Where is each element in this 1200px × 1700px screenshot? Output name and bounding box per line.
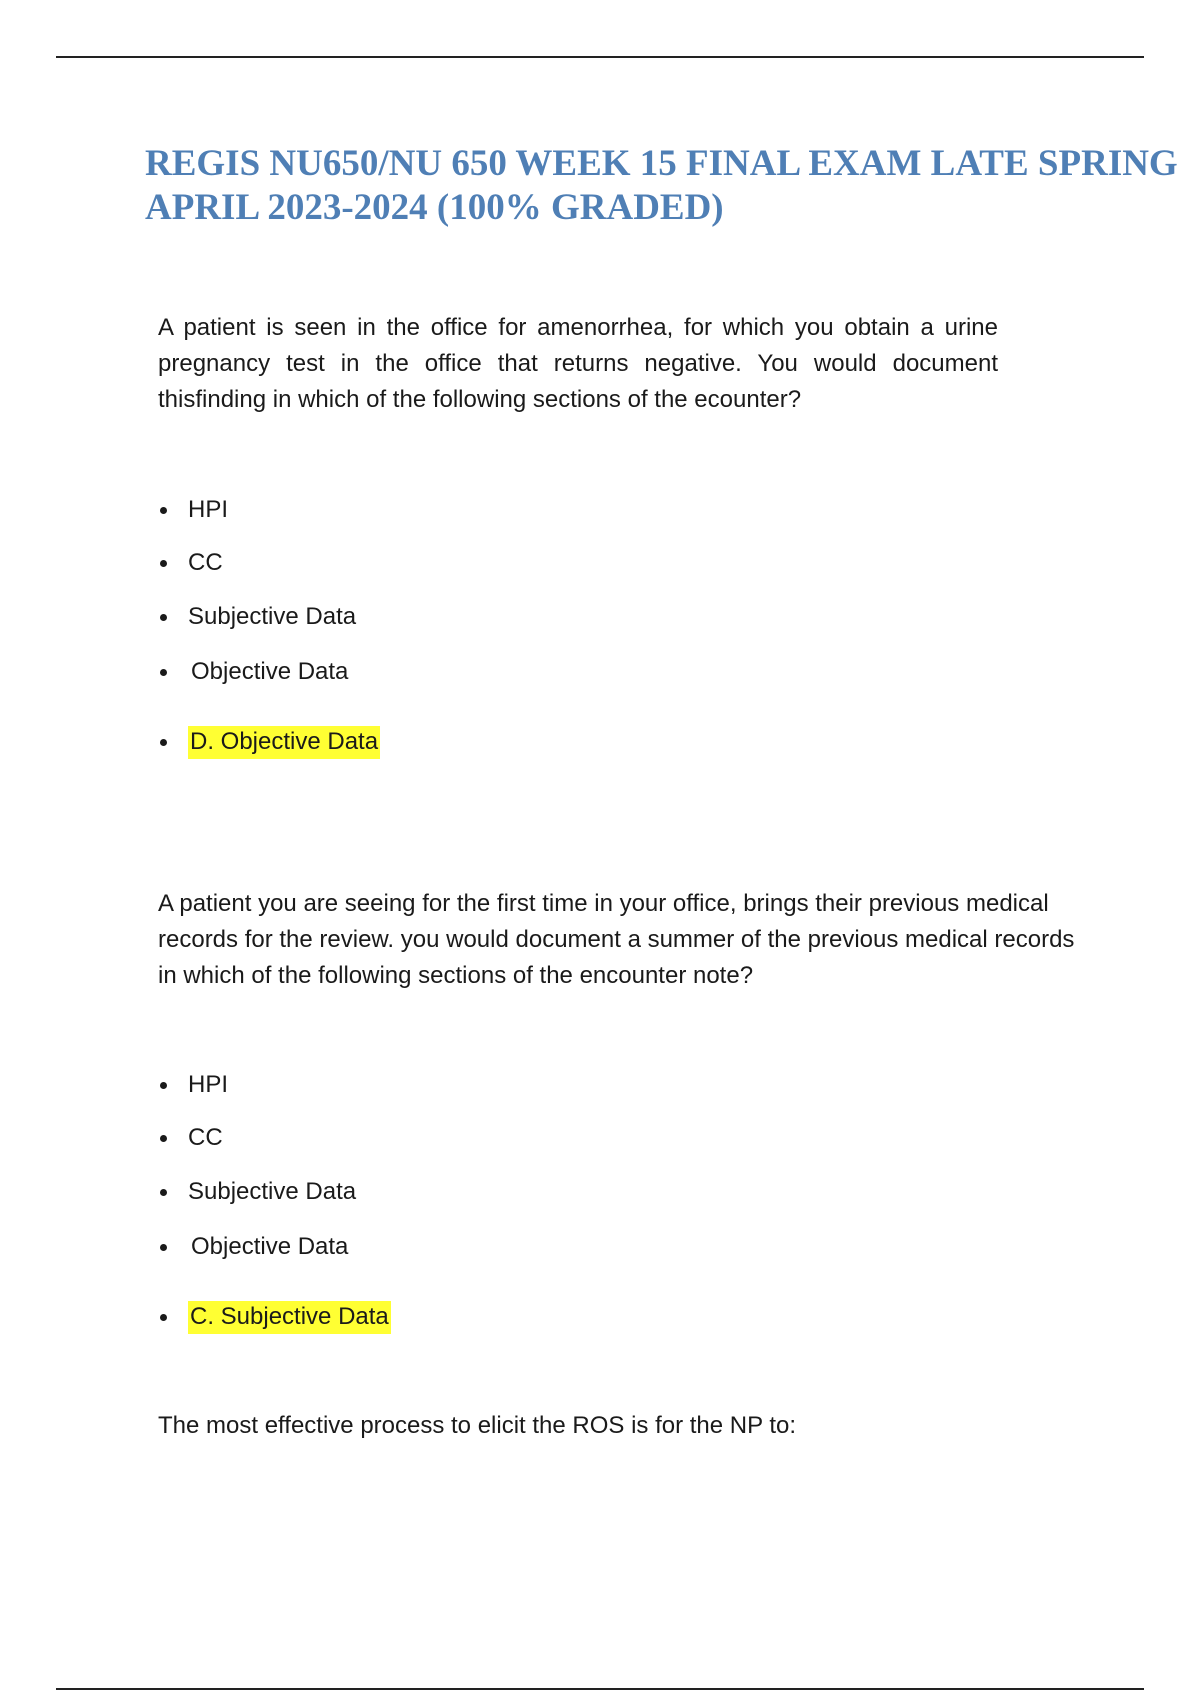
document-title: REGIS NU650/NU 650 WEEK 15 FINAL EXAM LATE SPRING APRIL 2023-2024 (100% GRADED) — [145, 143, 1178, 228]
question-1-text: A patient is seen in the office for amenorrhea, for which you obtain a urine pregnancy test in the office that returns negative. You would document thisfinding in which of the following sections of the ecounter? — [158, 314, 998, 413]
answer-item — [158, 1302, 391, 1332]
option-label: Objective Data — [191, 658, 349, 685]
answer-item — [158, 727, 380, 757]
list-item — [158, 1177, 391, 1207]
option-label: Subjective Data — [188, 603, 357, 630]
option-label: Objective Data — [191, 1233, 349, 1260]
option-label: HPI — [188, 1071, 229, 1098]
answer-highlight: D. Objective Data — [188, 726, 380, 759]
bullet-icon — [160, 739, 167, 746]
bullet-icon — [160, 669, 167, 676]
list-item — [158, 1070, 391, 1100]
option-label: HPI — [188, 496, 229, 523]
list-item — [158, 1232, 391, 1262]
option-label: CC — [188, 1124, 223, 1151]
option-label: CC — [188, 549, 223, 576]
question-3-text: The most effective process to elicit the ROS is for the NP to: — [158, 1412, 797, 1439]
bullet-icon — [160, 1082, 167, 1089]
question-2-text: A patient you are seeing for the first time in your office, brings their previous medical records for the review. you would document a summer of the previous medical records in which of the following sections of the encounter note? — [158, 890, 1075, 989]
top-rule — [56, 56, 1144, 58]
bullet-icon — [160, 507, 167, 514]
list-item — [158, 548, 380, 578]
bullet-icon — [160, 1135, 167, 1142]
answer-highlight: C. Subjective Data — [188, 1301, 391, 1334]
list-item — [158, 657, 380, 687]
question-2-options — [158, 1070, 391, 1332]
bullet-icon — [160, 1244, 167, 1251]
bullet-icon — [160, 1314, 167, 1321]
question-1-options — [158, 495, 380, 757]
list-item — [158, 1123, 391, 1153]
bullet-icon — [160, 560, 167, 567]
bullet-icon — [160, 1189, 167, 1196]
bottom-rule — [56, 1688, 1144, 1690]
list-item — [158, 602, 380, 632]
bullet-icon — [160, 614, 167, 621]
option-label: Subjective Data — [188, 1178, 357, 1205]
list-item — [158, 495, 380, 525]
